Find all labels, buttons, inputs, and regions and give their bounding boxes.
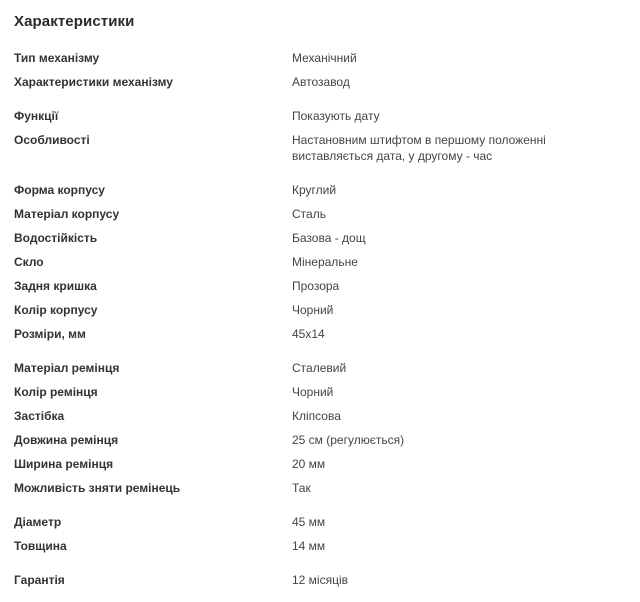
table-row [0,476,640,500]
spec-value: Чорний [292,303,334,317]
table-row [0,534,640,558]
specifications-table [0,46,640,592]
table-row [0,226,640,250]
specifications-table-body [0,46,640,592]
spec-name: Функції [14,109,59,123]
spec-value: Настановним штифтом в першому положенні виставляється дата, у другому - час [292,133,546,163]
group-separator [0,94,640,104]
spec-value: Круглий [292,183,337,197]
spec-name: Діаметр [14,515,62,529]
spec-value: 25 см (регулюється) [292,433,405,447]
table-row [0,404,640,428]
spec-value: Сталь [292,207,326,221]
spec-value: Чорний [292,385,334,399]
group-separator [0,500,640,510]
group-separator-cell [0,346,640,356]
table-row [0,178,640,202]
table-row [0,70,640,94]
table-row [0,510,640,534]
spec-name: Скло [14,255,44,269]
group-separator-cell [0,168,640,178]
spec-name: Товщина [14,539,67,553]
table-row [0,202,640,226]
spec-value: Кліпсова [292,409,341,423]
spec-value: Сталевий [292,361,347,375]
spec-name: Гарантія [14,573,65,587]
spec-value: Мінеральне [292,255,358,269]
table-row [0,380,640,404]
group-separator-cell [0,94,640,104]
spec-value: Прозора [292,279,340,293]
group-separator [0,168,640,178]
table-row [0,46,640,70]
table-row [0,356,640,380]
spec-name: Довжина ремінця [14,433,119,447]
spec-name: Колір ремінця [14,385,98,399]
table-row [0,274,640,298]
spec-name: Можливість зняти ремінець [14,481,181,495]
spec-name: Матеріал корпусу [14,207,120,221]
spec-name: Водостійкість [14,231,98,245]
table-row [0,452,640,476]
spec-value: Механічний [292,51,357,65]
spec-name: Колір корпусу [14,303,98,317]
spec-name: Тип механізму [14,51,100,65]
spec-name: Матеріал ремінця [14,361,120,375]
table-row [0,322,640,346]
spec-value: 12 місяців [292,573,349,587]
group-separator-cell [0,558,640,568]
table-row [0,298,640,322]
spec-value: Базова - дощ [292,231,366,245]
page-title: Характеристики [14,13,135,30]
group-separator [0,346,640,356]
spec-name: Форма корпусу [14,183,105,197]
spec-value: Так [292,481,311,495]
spec-name: Характеристики механізму [14,75,173,89]
spec-name: Розміри, мм [14,327,86,341]
group-separator-cell [0,500,640,510]
spec-name: Ширина ремінця [14,457,114,471]
spec-value: 45 мм [292,515,326,529]
spec-value: 14 мм [292,539,326,553]
spec-name: Особливості [14,133,90,147]
spec-name: Задня кришка [14,279,97,293]
table-row [0,250,640,274]
spec-value: 20 мм [292,457,326,471]
spec-value: Автозавод [292,75,350,89]
spec-value: 45х14 [292,327,325,341]
table-row [0,428,640,452]
table-row [0,568,640,592]
spec-name: Застібка [14,409,65,423]
table-row [0,104,640,128]
table-row [0,128,640,168]
group-separator [0,558,640,568]
spec-value: Показують дату [292,109,380,123]
